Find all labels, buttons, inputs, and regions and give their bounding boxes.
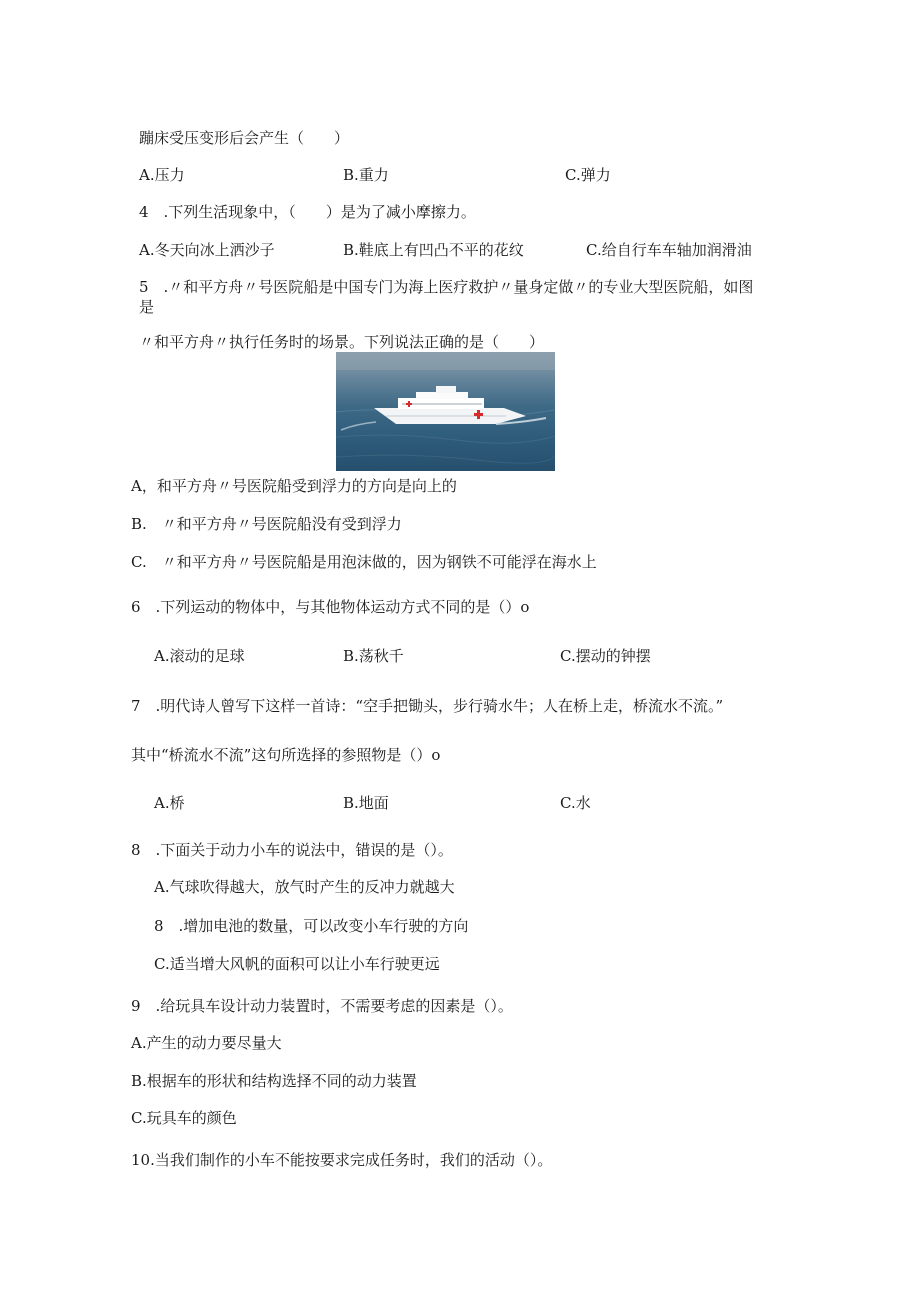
q7-stem-line2: 其中“桥流水不流”这句所选择的参照物是（）o xyxy=(131,746,441,764)
q5-option-b: B. 〃和平方舟〃号医院船没有受到浮力 xyxy=(131,515,402,533)
q8-option-b: 8 .增加电池的数量，可以改变小车行驶的方向 xyxy=(154,917,469,935)
q8-stem: 8 .下面关于动力小车的说法中，错误的是（）。 xyxy=(131,841,453,859)
q3-stem: 蹦床受压变形后会产生（ ） xyxy=(139,129,350,147)
q7-option-c: C.水 xyxy=(560,794,591,812)
q6-option-b: B.荡秋千 xyxy=(343,647,404,665)
q6-stem: 6 .下列运动的物体中，与其他物体运动方式不同的是（）o xyxy=(131,598,530,616)
q6-option-c: C.摆动的钟摆 xyxy=(560,647,651,665)
q6-option-a: A.滚动的足球 xyxy=(154,647,245,665)
hospital-ship-photo xyxy=(336,352,555,471)
q4-option-b: B.鞋底上有凹凸不平的花纹 xyxy=(343,241,524,259)
q7-option-a: A.桥 xyxy=(154,794,185,812)
q8-option-a: A.气球吹得越大，放气时产生的反冲力就越大 xyxy=(154,878,455,896)
q9-option-b: B.根据车的形状和结构选择不同的动力装置 xyxy=(131,1072,417,1090)
q9-option-a: A.产生的动力要尽量大 xyxy=(131,1034,282,1052)
q5-stem-line1: 5 .〃和平方舟〃号医院船是中国专门为海上医疗救护〃量身定做〃的专业大型医院船，如图 xyxy=(139,278,754,296)
q5-stem-line3: 〃和平方舟〃执行任务时的场景。下列说法正确的是（ ） xyxy=(139,333,545,351)
q4-option-c: C.给自行车车轴加润滑油 xyxy=(586,241,752,259)
q10-stem: 10.当我们制作的小车不能按要求完成任务时，我们的活动（）。 xyxy=(131,1151,553,1169)
q3-option-b: B.重力 xyxy=(343,166,389,184)
q5-option-a: A，和平方舟〃号医院船受到浮力的方向是向上的 xyxy=(131,477,457,495)
q4-option-a: A.冬天向冰上洒沙子 xyxy=(139,241,275,259)
q8-option-c: C.适当增大风帆的面积可以让小车行驶更远 xyxy=(154,955,440,973)
q7-option-b: B.地面 xyxy=(343,794,389,812)
q5-option-c: C. 〃和平方舟〃号医院船是用泡沫做的，因为钢铁不可能浮在海水上 xyxy=(131,553,597,571)
q7-stem-line1: 7 .明代诗人曾写下这样一首诗：“空手把锄头，步行骑水牛；人在桥上走，桥流水不流。” xyxy=(131,697,724,715)
q9-stem: 9 .给玩具车设计动力装置时，不需要考虑的因素是（）。 xyxy=(131,997,513,1015)
q4-stem: 4 .下列生活现象中，（ ）是为了减小摩擦力。 xyxy=(139,203,476,221)
q3-option-a: A.压力 xyxy=(139,166,185,184)
q3-option-c: C.弹力 xyxy=(565,166,611,184)
q9-option-c: C.玩具车的颜色 xyxy=(131,1109,237,1127)
q5-stem-line2: 是 xyxy=(139,298,155,316)
